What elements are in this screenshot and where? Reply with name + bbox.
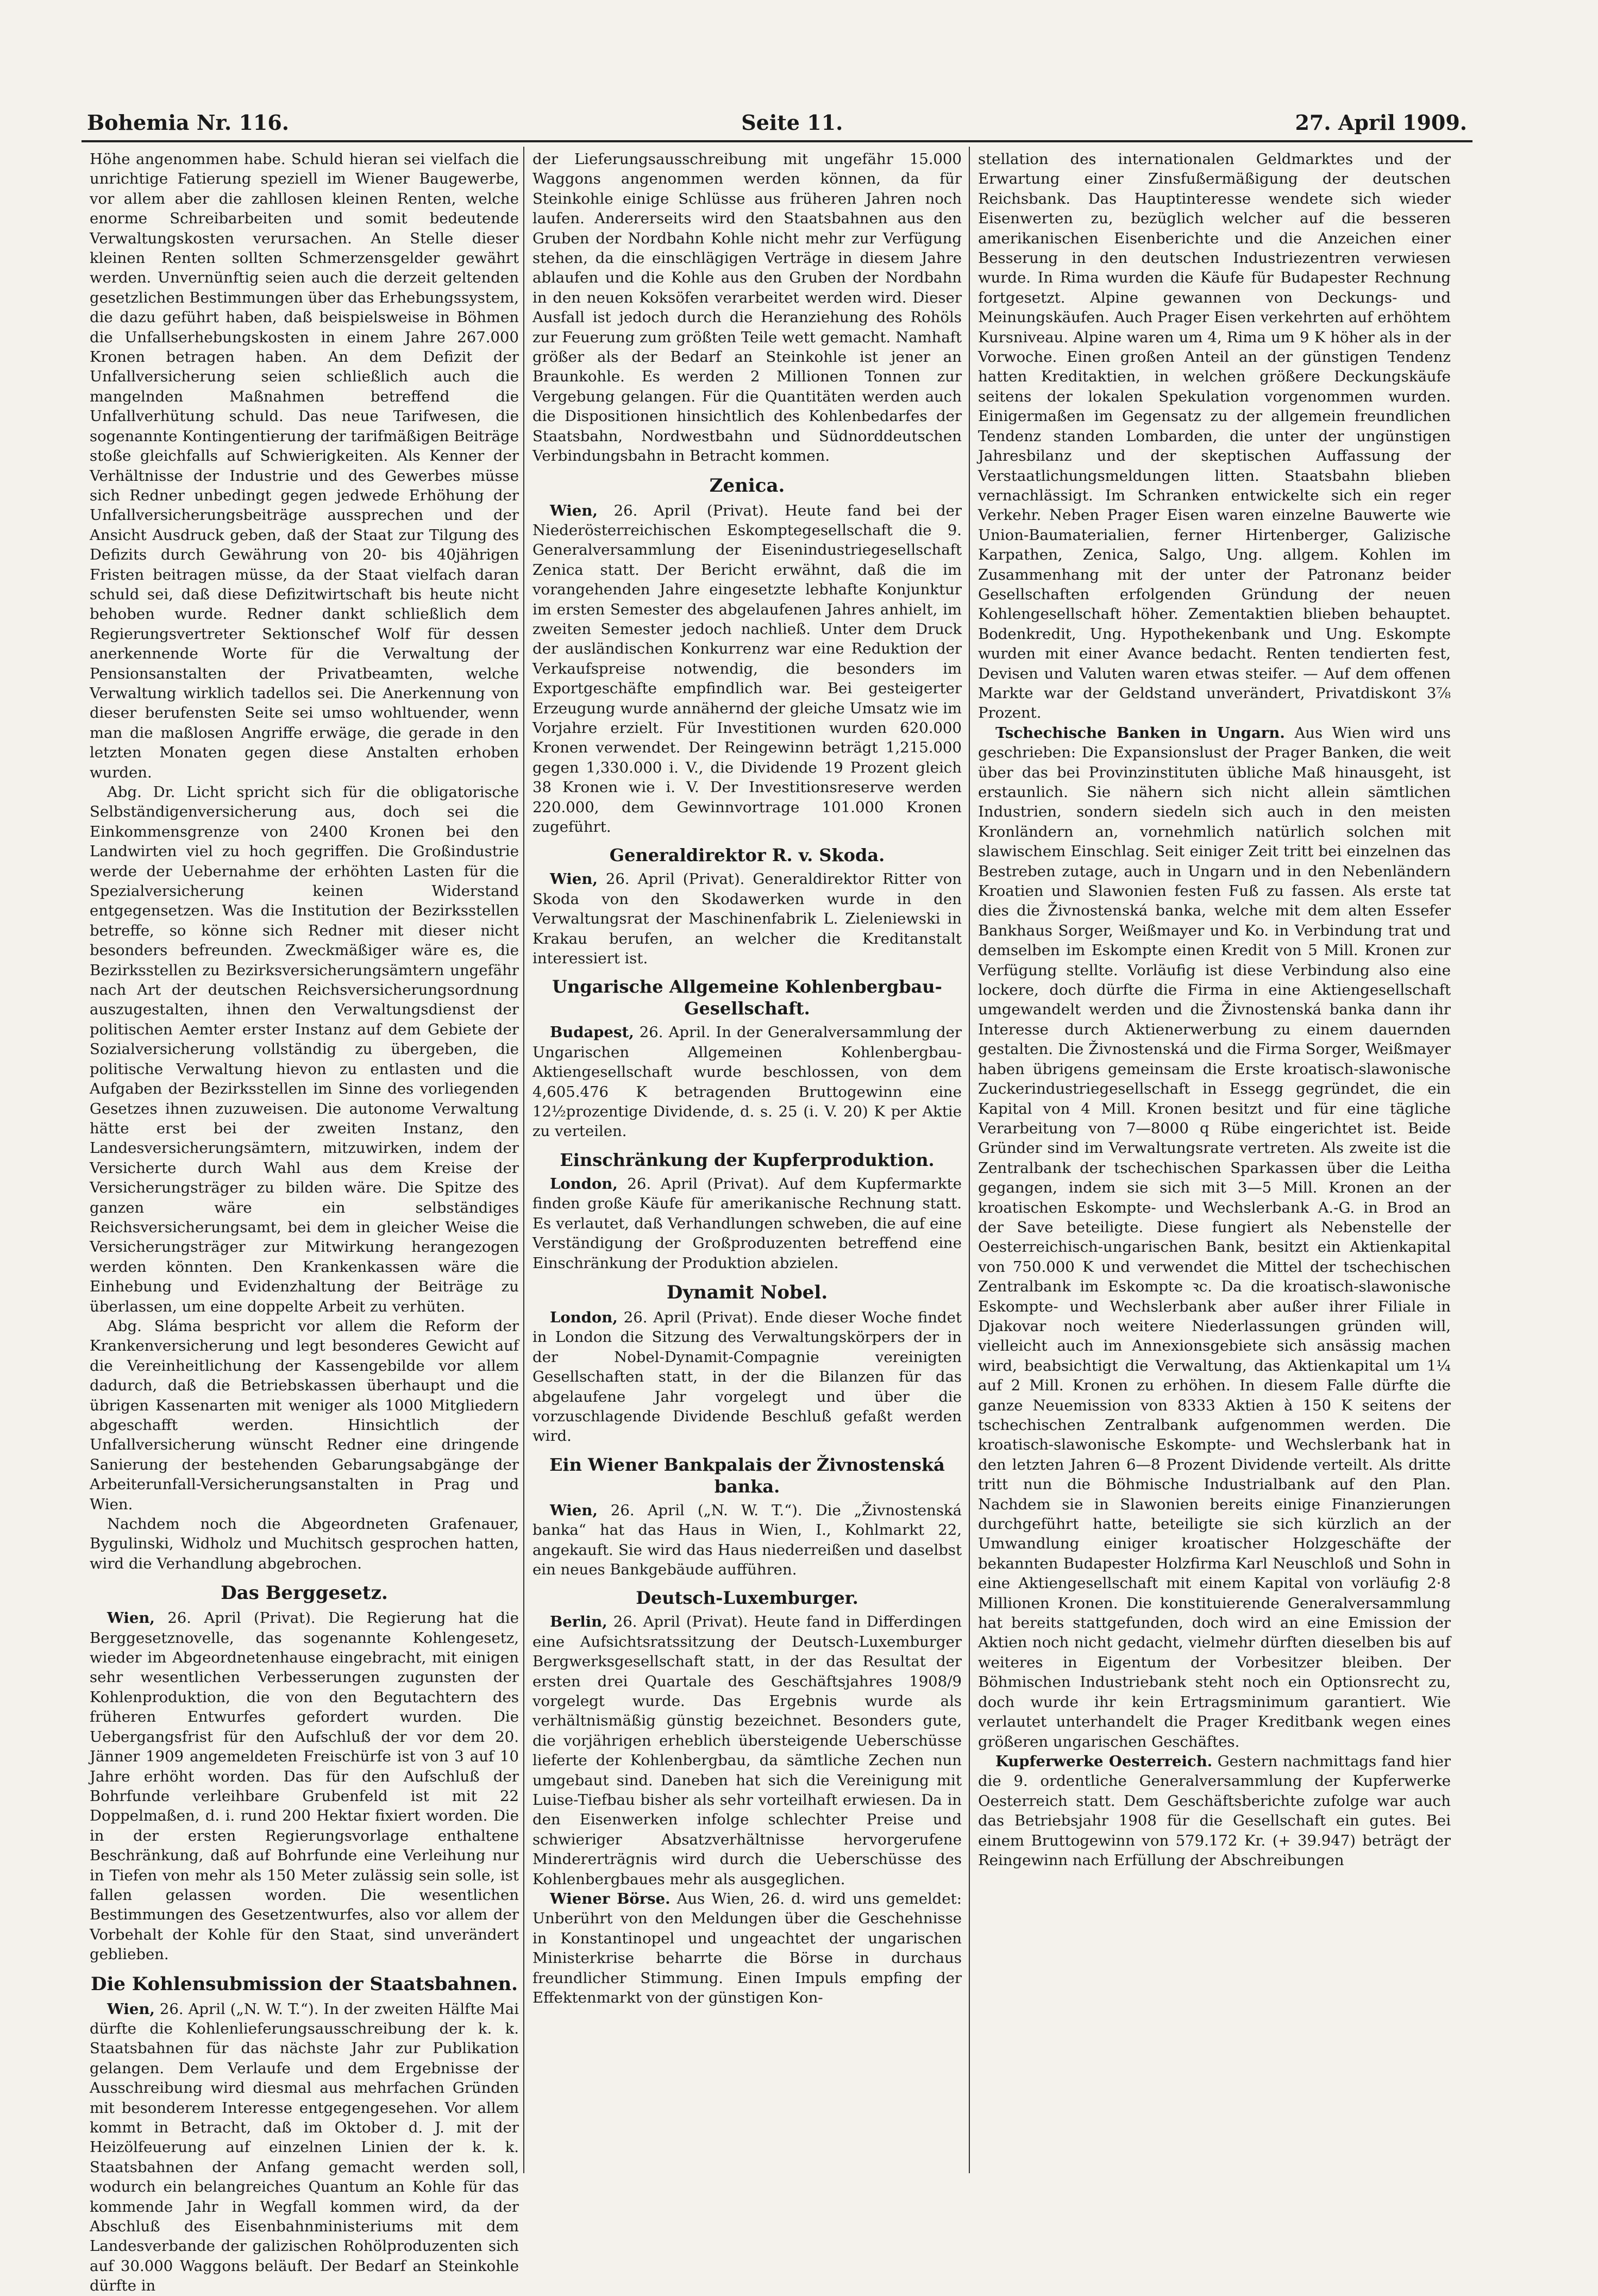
article-heading: Einschränkung der Kupferproduktion. (560, 1149, 935, 1170)
article-text: 26. April (Privat). Ende dieser Woche findet in London die Sitzung des Verwaltungskörpers der in der Nobel-Dynamit-Compagnie vereinigten Gesellschaften statt, in der die Bilanzen für das abgelaufene Jahr vorgelegt und über die vorzuschlagende Dividende Beschluß gefaßt werden wird. (532, 1308, 962, 1445)
column-1 (90, 149, 519, 2295)
article-text: 26. April (Privat). Die Regierung hat die Berggesetznovelle, das sogenannte Kohlengesetz, wieder im Abgeordnetenhause eingebracht, mit einigen sehr wesentlichen Verbesserungen zugunsten der Kohlenproduktion, die von den Begutachtern des früheren Entwurfes gefordert wurden. Die Uebergangsfrist für den Aufschluß der vor dem 20. Jänner 1909 angemeldeten Freischürfe ist von 3 auf 10 Jahre erhöht worden. Das für den Aufschluß der Bohrfunde verleihbare Grubenfeld ist mit 22 Doppelmaßen, d. i. rund 200 Hektar fixiert worden. Die in der ersten Regierungsvorlage enthaltene Beschränkung, daß auf Bohrfunde eine Verleihung nur in Tiefen von mehr als 150 Meter zulässig sein solle, ist fallen gelassen worden. Die wesentlichen Bestimmungen des Gesetzentwurfes, also vor allem der Vorbehalt der Kohle für den Staat, sind unverändert geblieben. (90, 1609, 519, 1963)
article-paragraph (90, 1999, 519, 2296)
page-header (87, 103, 1467, 141)
article-paragraph: der Lieferungsausschreibung mit ungefähr 15.000 Waggons angenommen werden können, da für Steinkohle einige Schlüsse aus früheren Jahren noch laufen. Andererseits wird den Staatsbahnen aus den Gruben der Nordbahn Kohle nicht mehr zur Verfügung stehen, da die einschlägigen Verträge in diesem Jahre ablaufen und die Kohle aus den Gruben der Nordbahn in den neuen Koksöfen verarbeitet werden wird. Dieser Ausfall ist jedoch durch die Heranziehung des Rohöls zur Feuerung zum größten Teile wett gemacht. Namhaft größer als der Bedarf an Steinkohle ist jener an Braunkohle. Es werden 2 Millionen Tonnen zur Vergebung gelangen. Für die Quantitäten werden auch die Dispositionen hinsichtlich des Kohlenbedarfes der Staatsbahn, Nordwestbahn und Südnorddeutschen Verbindungsbahn in Betracht kommen. (532, 150, 962, 465)
article-paragraph: Abg. Dr. Licht spricht sich für die obligatorische Selbständigenversicherung aus, doch sei die Einkommensgrenze von 2400 Kronen bei den Landwirten viel zu hoch gegriffen. Die Großindustrie werde der Uebernahme der erhöhten Lasten für die Spezialversicherung keinen Widerstand entgegensetzen. Was die Institution der Bezirksstellen betreffe, so könne sich Redner mit dieser nicht besonders befreunden. Zweckmäßiger wäre es, die Bezirksstellen zu Bezirksversicherungsämtern ungefähr nach Art der deutschen Reichsversicherungsordnung auszugestalten, ihnen den Verwaltungsdienst der politischen Aemter erster Instanz auf dem Gebiete der Sozialversicherung vollständig zu übergeben, die politische Verwaltung hievon zu entlasten und die Aufgaben der Bezirksstellen im Sinne des vorliegenden Gesetzes ihnen zuzuweisen. Die autonome Verwaltung hätte erst bei der zweiten Instanz, den Landesversicherungsämtern, mitzuwirken, indem der Versicherte durch Wahl aus dem Kreise der Versicherungsträger zu bilden wäre. Die Spitze des ganzen wäre ein selbständiges Reichsversicherungsamt, bei dem in gleicher Weise die Versicherungsträger zur Mitwirkung herangezogen werden könnten. Den Krankenkassen wäre die Einhebung und Evidenzhaltung der Beiträge zu überlassen, um eine doppelte Arbeit zu verhüten. (90, 783, 519, 1315)
article-paragraph (978, 723, 1451, 1752)
article-paragraph (532, 1308, 962, 1446)
article-text: Aus Wien wird uns geschrieben: Die Expansionslust der Prager Banken, die weit über das bei Provinzinstituten übliche Maß hinausgeht, ist erstaunlich. Sie nähern sich nicht allein sämtlichen Industrien, sondern siedeln sich auch in den meisten Kronländern an, vornehmlich natürlich solchen mit slawischem Einschlag. Seit einiger Zeit tritt bei einzelnen das Bestreben zutage, auch in Ungarn und in den Nebenländern Kroatien und Slawonien festen Fuß zu fassen. Als erste tat dies die Živnostenská banka, welche mit dem alten Essefer Bankhaus Sorger, Weißmayer und Ko. in Verbindung trat und demselben im Eskompte einen Kredit von 5 Mill. Kronen zur Verfügung stellte. Vorläufig ist diese Verbindung also eine lockere, doch dürfte die Firma in eine Aktiengesellschaft umgewandelt werden und die Živnostenská banka dann ihr Interesse durch Aktienerwerbung zu einem dauernden gestalten. Die Živnostenská und die Firma Sorger, Weißmayer haben übrigens gemeinsam die Erste kroatisch-slawonische Zuckerindustriegesellschaft in Essegg gegründet, die ein Kapital von 4 Mill. Kronen besitzt und für eine tägliche Verarbeitung von 7—8000 q Rübe eingerichtet ist. Beide Gründer sind im Verwaltungsrate vertreten. Als zweite ist die Zentralbank der tschechischen Sparkassen über die Leitha gegangen, indem sie sich mit 3—5 Mill. Kronen an der kroatischen Eskompte- und Wechslerbank A.-G. in Brod an der Save beteiligte. Diese fungiert als Nebenstelle der Oesterreichisch-ungarischen Bank, besitzt ein Aktienkapital von 750.000 K und verwendet die Mittel der tschechischen Zentralbank im Eskompte ꝛc. Da die kroatisch-slawonische Eskompte- und Wechslerbank aber außer ihrer Filiale in Djakovar noch weitere Niederlassungen gründen will, vielleicht auch im Annexionsgebiete sich ansässig machen wird, beabsichtigt die Verwaltung, das Aktienkapital um 1¼ auf 2 Mill. Kronen zu erhöhen. In diesem Falle dürfte die ganze Neuemission von 8333 Aktien à 150 K seitens der tschechischen Zentralbank aufgenommen werden. Die kroatisch-slawonische Eskompte- und Wechslerbank hat in den letzten Jahren 6—8 Prozent Dividende verteilt. Als dritte tritt nun die Böhmische Industrialbank auf den Plan. Nachdem sie in Slawonien bereits einige Finanzierungen durchgeführt hatte, beteiligte sie sich kürzlich an der Umwandlung einiger kroatischer Holzgeschäfte der bekannten Budapester Holzfirma Karl Neuschloß und Sohn in eine Aktiengesellschaft mit einem Kapital von vorläufig 2·8 Millionen Kronen. Die konstituierende Generalversammlung hat bereits stattgefunden, doch wird an eine Emission der Aktien noch nicht gedacht, vielmehr dürften dieselben bis auf weiteres in Eigentum der Vorbesitzer bleiben. Der Böhmischen Industriebank steht noch ein Optionsrecht zu, doch wurde ihr kein Ertragsminimum garantiert. Wie verlautet unterhandelt die Prager Kreditbank wegen eines größeren ungarischen Geschäftes. (978, 724, 1451, 1751)
article-text: 26. April. In der Generalversammlung der Ungarischen Allgemeinen Kohlenbergbau-Aktiengesellschaft wurde beschlossen, von dem 4,605.476 K betragenden Bruttogewinn eine 12½prozentige Dividende, d. s. 25 (i. V. 20) K per Aktie zu verteilen. (532, 1024, 962, 1140)
article-paragraph (532, 1174, 962, 1273)
article-paragraph (532, 1612, 962, 1889)
article-heading: Generaldirektor R. v. Skoda. (609, 845, 885, 866)
article-text: 26. April („N. W. T.“). Die „Živnostenská banka“ hat das Haus in Wien, I., Kohlmarkt 22, angekauft. Sie wird das Haus niederreißen und daselbst ein neues Bankgebäude aufführen. (532, 1501, 962, 1578)
article-paragraph (90, 1608, 519, 1964)
header-rule (82, 140, 1472, 142)
article-heading: Ein Wiener Bankpalais der Živnostenská banka. (549, 1454, 945, 1497)
header-issue: Bohemia Nr. 116. (87, 110, 290, 135)
article-paragraph: Abg. Sláma bespricht vor allem die Reform der Krankenversicherung und legt besonderes Gewicht auf die Vereinheitlichung der Kassengebilde vor allem dadurch, daß die Betriebskassen überhaupt und die übrigen Kassenarten mit weniger als 1000 Mitgliedern abgeschafft werden. Hinsichtlich der Unfallversicherung wünscht Redner eine dringende Sanierung der bestehenden Gebarungsabgänge der Arbeiterunfall-Versicherungsanstalten in Prag und Wien. (90, 1317, 519, 1513)
article-paragraph (532, 1501, 962, 1580)
article-heading: Kupferwerke Oesterreich. (995, 1752, 1213, 1770)
article-text: Aus Wien, 26. d. wird uns gemeldet: Unberührt von den Meldungen über die Geschehnisse in Konstantinopel und ungeachtet der ungarischen Ministerkrise beharrte die Börse in durchaus freundlicher Stimmung. Einen Impuls empfing der Effektenmarkt von der günstigen Kon- (532, 1890, 962, 2007)
dateline: Wien, (550, 1501, 598, 1519)
dateline: Budapest, (550, 1024, 634, 1042)
article-paragraph (532, 1022, 962, 1141)
article-heading: Zenica. (709, 474, 785, 497)
article-heading: Die Kohlensubmission der Staatsbahnen. (90, 1973, 518, 1995)
dateline: Wiener Börse. (550, 1890, 670, 1908)
article-paragraph: Nachdem noch die Abgeordneten Grafenauer, Bygulinski, Widholz und Muchitsch gesprochen hatten, wird die Verhandlung abgebrochen. (90, 1515, 519, 1572)
dateline: London, (550, 1308, 618, 1326)
article-paragraph (532, 1889, 962, 2008)
article-text: 26. April (Privat). Generaldirektor Ritter von Skoda von den Skodawerken wurde in den Verwaltungsrat der Maschinenfabrik L. Zieleniewski in Krakau berufen, an welcher die Kreditanstalt interessiert ist. (532, 870, 962, 968)
dateline: Tschechische Banken in Ungarn. (995, 724, 1285, 742)
article-paragraph (978, 1752, 1451, 1870)
article-text: 26. April (Privat). Heute fand bei der Niederösterreichischen Eskomptegesellschaft die 9. Generalversammlung der Eisenindustriegesellschaft Zenica statt. Der Bericht erwähnt, daß die im vorangehenden Jahre eingesetzte lebhafte Konjunktur im ersten Semester des abgelaufenen Jahres anhielt, im zweiten Semester jedoch nachließ. Unter dem Druck der ausländischen Konkurrenz war eine Reduktion der Verkaufspreise notwendig, die besonders im Exportgeschäfte empfindlich war. Bei gesteigerter Erzeugung wurde annähernd der gleiche Umsatz wie im Vorjahre erzielt. Für Investitionen wurden 620.000 Kronen verwendet. Der Reingewinn beträgt 1,215.000 gegen 1,330.000 i. V., die Dividende 19 Prozent gleich 38 Kronen wie i. V. Der Investitionsreserve werden 220.000, dem Gewinnvortrage 101.000 Kronen zugeführt. (532, 501, 962, 836)
article-text: 26. April („N. W. T.“). In der zweiten Hälfte Mai dürfte die Kohlenlieferungsausschreibung der k. k. Staatsbahnen für das nächste Jahr zur Publikation gelangen. Dem Verlaufe und dem Ergebnisse der Ausschreibung wird diesmal aus mehrfachen Gründen mit besonderem Interesse entgegengesehen. Vor allem kommt in Betracht, daß im Oktober d. J. mit der Heizölfeuerung auf einzelnen Linien der k. k. Staatsbahnen der Anfang gemacht werden soll, wodurch ein belangreiches Quantum an Kohle für das kommende Jahr in Wegfall kommen wird, da der Abschluß des Eisenbahnministeriums mit dem Landesverbande der galizischen Rohölproduzenten sich auf 30.000 Waggons beläuft. Der Bedarf an Steinkohle dürfte in (90, 2000, 519, 2295)
column-separator-1 (523, 147, 524, 2173)
column-separator-2 (969, 147, 970, 2173)
dateline: Berlin, (550, 1613, 607, 1631)
article-paragraph: Höhe angenommen habe. Schuld hieran sei vielfach die unrichtige Fatierung speziell im Wiener Baugewerbe, vor allem aber die zahllosen kleinen Renten, welche enorme Schreibarbeiten und somit bedeutende Verwaltungskosten verursachen. An Stelle dieser kleinen Renten sollten Schmerzensgelder gewährt werden. Unvernünftig seien auch die derzeit geltenden gesetzlichen Bestimmungen über das Erhebungssystem, die dazu geführt haben, daß beispielsweise in Böhmen die Unfallserhebungskosten in einem Jahre 267.000 Kronen betragen haben. An dem Defizit der Unfallversicherung seien schließlich auch die mangelnden Maßnahmen betreffend die Unfallverhütung schuld. Das neue Tarifwesen, die sogenannte Kontingentierung der tarifmäßigen Beiträge stoße gleichfalls auf Schwierigkeiten. Als Kenner der Verhältnisse der Industrie und des Gewerbes müsse sich Redner unbedingt gegen jedwede Erhöhung der Unfallversicherungsbeiträge aussprechen und der Ansicht Ausdruck geben, daß der Staat zur Tilgung des Defizits durch Gewährung von 20- bis 40jährigen Fristen beitragen müsse, da der Staat vielfach daran schuld sei, daß diese Defizitwirtschaft bis heute nicht behoben wurde. Redner dankt schließlich dem Regierungsvertreter Sektionschef Wolf für dessen anerkennende Worte für die Verwaltung der Pensionsanstalten der Privatbeamten, welche Verwaltung wirklich tadellos sei. Die Anerkennung von dieser berufensten Seite sei umso wohltuender, wenn man die maßlosen Angriffe erwäge, die gerade in den letzten Monaten gegen diese Anstalten erhoben wurden. (90, 150, 519, 781)
article-heading: Dynamit Nobel. (666, 1281, 828, 1303)
dateline: Wien, (550, 870, 598, 888)
article-text: 26. April (Privat). Heute fand in Differdingen eine Aufsichtsratssitzung der Deutsch-Luxemburger Bergwerksgesellschaft statt, in der das Resultat der ersten drei Quartale des Geschäftsjahres 1908/9 vorgelegt wurde. Das Ergebnis wurde als verhältnismäßig günstig bezeichnet. Besonders gute, die vorjährigen erheblich übersteigende Ueberschüsse lieferte der Kohlenbergbau, da sämtliche Zechen nun umgebaut sind. Daneben hat sich die Vereinigung mit Luise-Tiefbau bisher als sehr vorteilhaft erwiesen. Da in den Eisenwerken infolge schlechter Preise und schwieriger Absatzverhältnisse hervorgerufene Mindererträgnis wird durch die Ueberschüsse des Kohlenbergbaues mehr als ausgeglichen. (532, 1613, 962, 1888)
dateline: London, (550, 1175, 618, 1193)
article-heading: Ungarische Allgemeine Kohlenbergbau-Gesellschaft. (552, 976, 942, 1019)
article-paragraph (532, 869, 962, 968)
article-heading: Das Berggesetz. (221, 1582, 388, 1604)
header-date: 27. April 1909. (1295, 110, 1467, 135)
article-text: Gestern nachmittags fand hier die 9. ordentliche Generalversammlung der Kupferwerke Oesterreich statt. Dem Geschäftsberichte zufolge war auch das Betriebsjahr 1908 für die Gesellschaft ein gutes. Bei einem Bruttogewinn von 579.172 Kr. (+ 39.947) beträgt der Reingewinn nach Erfüllung der Abschreibungen (978, 1752, 1451, 1869)
column-3 (978, 149, 1451, 2170)
dateline: Wien, (107, 1609, 155, 1627)
column-2 (532, 149, 962, 2170)
article-heading: Deutsch-Luxemburger. (636, 1588, 858, 1609)
article-text: 26. April (Privat). Auf dem Kupfermarkte finden große Käufe für amerikanische Rechnung statt. Es verlautet, daß Verhandlungen schweben, die auf eine Verständigung der Großproduzenten betreffend eine Einschränkung der Produktion abzielen. (532, 1175, 962, 1272)
dateline: Wien, (550, 501, 598, 519)
article-paragraph: stellation des internationalen Geldmarktes und der Erwartung einer Zinsfußermäßigung der deutschen Reichsbank. Das Hauptinteresse wendete sich wieder Eisenwerten zu, bezüglich welcher auf die besseren amerikanischen Eisenberichte und die Anzeichen einer Besserung in den deutschen Industriezentren verwiesen wurde. In Rima wurden die Käufe für Budapester Rechnung fortgesetzt. Alpine gewannen von Deckungs- und Meinungskäufen. Auch Prager Eisen verkehrten auf erhöhtem Kursniveau. Alpine waren um 4, Rima um 9 K höher als in der Vorwoche. Einen großen Anteil an der günstigen Tendenz hatten Kreditaktien, in welchen größere Deckungskäufe seitens der lokalen Spekulation vorgenommen wurden. Einigermaßen im Gegensatz zu der allgemein freundlichen Tendenz standen Lombarden, die unter der ungünstigen Jahresbilanz und der skeptischen Auffassung der Verstaatlichungsmeldungen litten. Staatsbahn blieben vernachlässigt. Im Schranken entwickelte sich ein reger Verkehr. Neben Prager Eisen waren einzelne Bauwerte wie Union-Baumaterialien, ferner Hirtenberger, Galizische Karpathen, Zenica, Salgo, Ung. allgem. Kohlen im Zusammenhang mit der unter der Patronanz beider Gesellschaften erfolgenden Gründung der neuen Kohlengesellschaft höher. Zementaktien blieben behauptet. Bodenkredit, Ung. Hypothekenbank und Ung. Eskompte wurden mit einer Avance bedacht. Renten tendierten fest, Devisen und Valuten waren etwas steifer. — Auf dem offenen Markte war der Geldstand unverändert, Privatdiskont 3⅞ Prozent. (978, 150, 1451, 722)
dateline: Wien, (107, 2000, 155, 2018)
header-page-number: Seite 11. (741, 110, 843, 135)
article-paragraph (532, 501, 962, 837)
